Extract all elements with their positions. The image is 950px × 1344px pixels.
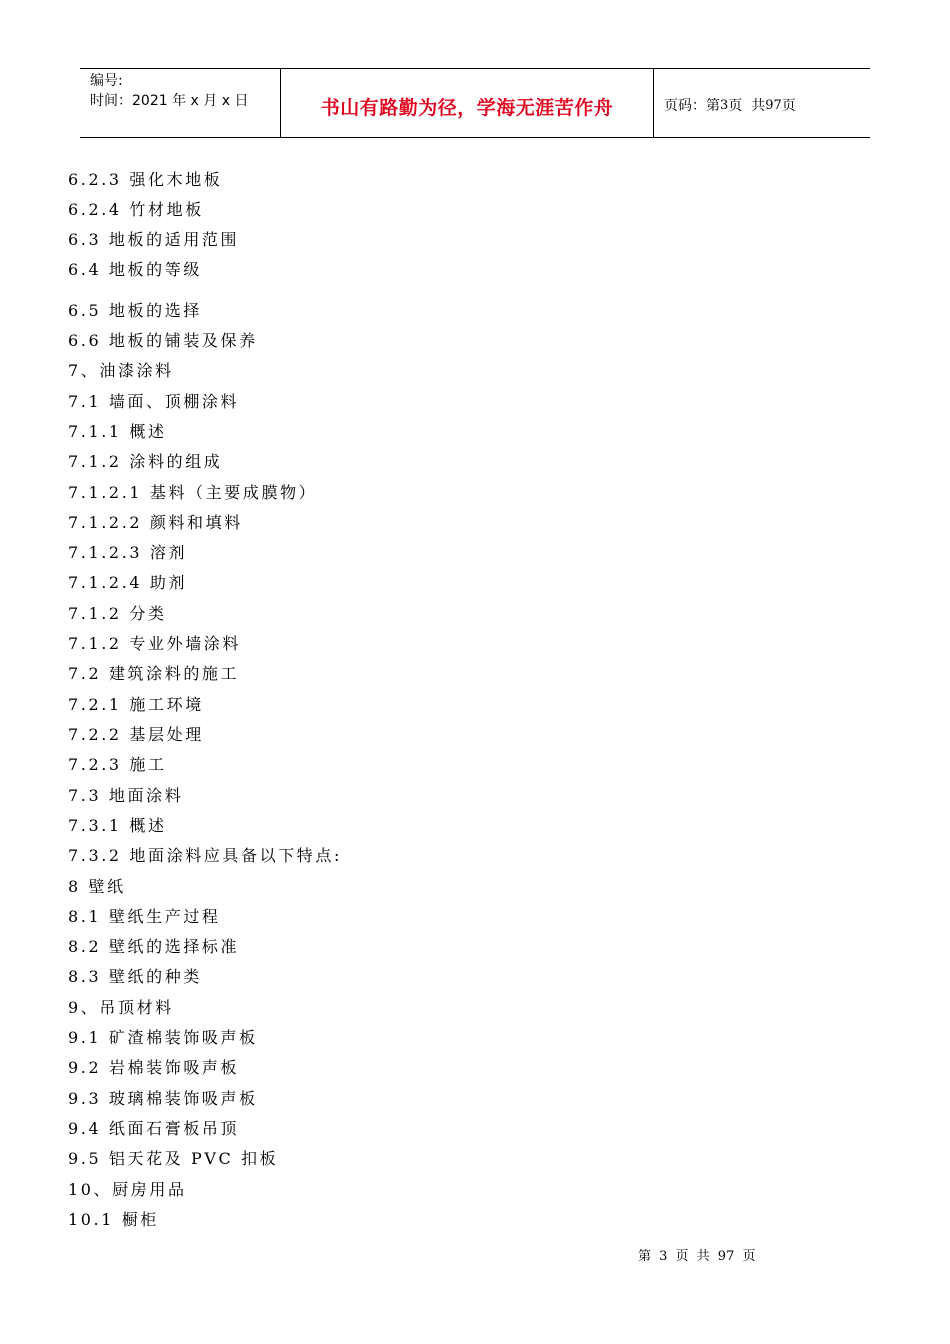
toc-item: 10、厨房用品 xyxy=(68,1180,187,1199)
header-motto: 书山有路勤为径，学海无涯苦作舟 xyxy=(320,96,614,119)
toc-item: 9.2 岩棉装饰吸声板 xyxy=(68,1058,240,1077)
toc-item: 9.4 纸面石膏板吊顶 xyxy=(68,1119,240,1138)
toc-item: 6.6 地板的铺装及保养 xyxy=(68,331,258,350)
page-prefix: 页码：第 xyxy=(664,98,720,114)
page-header xyxy=(80,68,870,138)
document-number-label: 编号: xyxy=(90,73,123,89)
page-footer: 第 3 页 共 97 页 xyxy=(638,1249,756,1264)
toc-item: 7.1.1 概述 xyxy=(68,422,167,441)
page-total: 97 xyxy=(765,97,782,113)
header-motto-cell xyxy=(281,69,654,137)
toc-item: 7.1.2.2 颜料和填料 xyxy=(68,513,243,532)
toc-item: 7.3 地面涂料 xyxy=(68,786,184,805)
toc-item: 9.3 玻璃棉装饰吸声板 xyxy=(68,1089,258,1108)
toc-item: 7.1.2 涂料的组成 xyxy=(68,452,223,471)
page-current: 3 xyxy=(720,97,729,113)
toc-item: 8 壁纸 xyxy=(68,877,126,896)
toc-item: 10.1 橱柜 xyxy=(68,1210,159,1229)
toc-item: 7.2.3 施工 xyxy=(68,755,167,774)
toc-item: 7.2.2 基层处理 xyxy=(68,725,204,744)
document-date: 时间：2021 年 x 月 x 日 xyxy=(90,93,249,109)
toc-item: 7.3.1 概述 xyxy=(68,816,167,835)
toc-item: 6.4 地板的等级 xyxy=(68,260,202,279)
toc-item: 9.5 铝天花及 PVC 扣板 xyxy=(68,1149,279,1168)
toc-item: 7.3.2 地面涂料应具备以下特点: xyxy=(68,846,342,865)
header-meta xyxy=(80,69,281,137)
toc-item: 7.1.2.4 助剂 xyxy=(68,573,188,592)
toc-item: 7.1.2 专业外墙涂料 xyxy=(68,634,241,653)
toc-item: 6.2.3 强化木地板 xyxy=(68,170,223,189)
toc-item: 7.1.2 分类 xyxy=(68,604,167,623)
toc-item: 7.1.2.1 基料（主要成膜物） xyxy=(68,483,318,502)
toc-item: 7、油漆涂料 xyxy=(68,361,174,380)
toc-item: 8.3 壁纸的种类 xyxy=(68,967,202,986)
toc-item: 8.2 壁纸的选择标准 xyxy=(68,937,240,956)
page-middle: 页 共 xyxy=(728,98,766,114)
toc-item: 7.1.2.3 溶剂 xyxy=(68,543,188,562)
toc-item: 8.1 壁纸生产过程 xyxy=(68,907,221,926)
toc-item: 9、吊顶材料 xyxy=(68,998,174,1017)
toc-item: 7.1 墙面、顶棚涂料 xyxy=(68,392,240,411)
toc-item: 6.2.4 竹材地板 xyxy=(68,200,204,219)
toc-item: 9.1 矿渣棉装饰吸声板 xyxy=(68,1028,258,1047)
toc-item: 7.2 建筑涂料的施工 xyxy=(68,664,240,683)
toc-item: 6.3 地板的适用范围 xyxy=(68,230,240,249)
toc-item: 6.5 地板的选择 xyxy=(68,301,202,320)
toc-item: 7.2.1 施工环境 xyxy=(68,695,204,714)
header-page-indicator xyxy=(654,69,870,137)
page-suffix: 页 xyxy=(781,98,796,114)
